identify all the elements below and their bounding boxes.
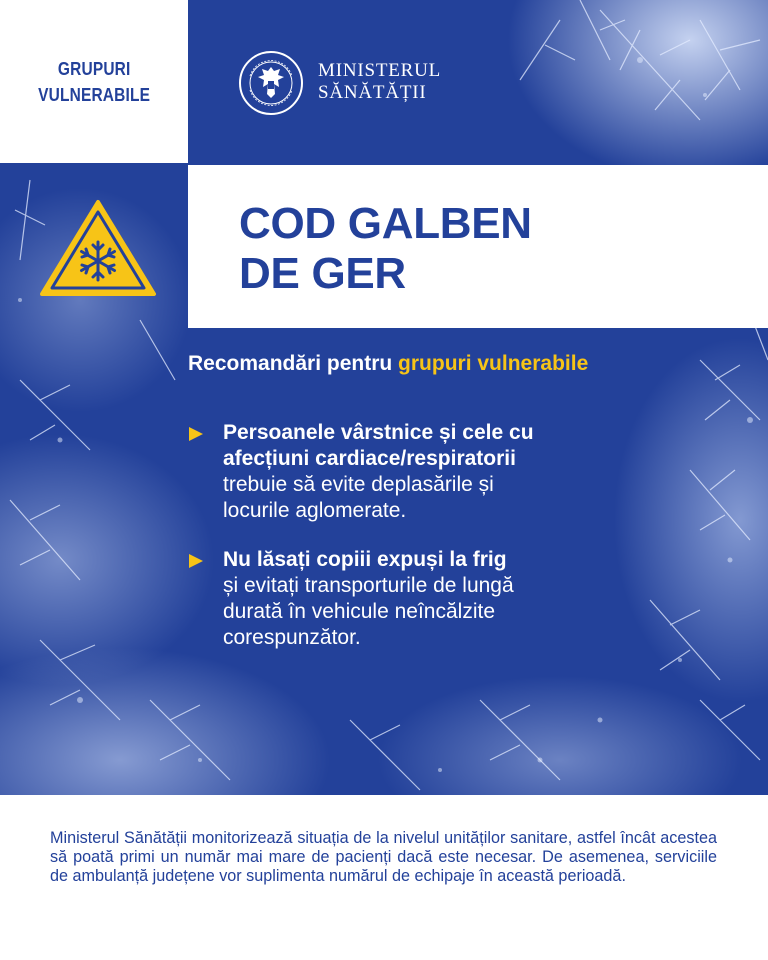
snowflake-warning-icon	[38, 198, 158, 298]
subheading-highlight: grupuri vulnerabile	[398, 352, 589, 375]
recommendation-line: și evitați transporturile de lungă	[223, 574, 514, 597]
recommendation-line: durată în vehicule neîncălzite	[223, 600, 496, 623]
recommendation-line: trebuie să evite deplasările și	[223, 473, 494, 496]
title-line-1: COD GALBEN	[239, 199, 532, 248]
category-tag	[0, 0, 188, 163]
title-box	[188, 165, 768, 328]
recommendation-line: corespunzător.	[223, 626, 361, 649]
bullet-arrow-icon	[188, 553, 204, 569]
tag-line-2: VULNERABILE	[38, 84, 150, 105]
subheading-prefix: Recomandări pentru	[188, 352, 399, 375]
footer-text: Ministerul Sănătății monitorizează situația de la nivelul unităților sanitare, astfel încât acestea să poată primi un număr mai mare de pacienți dacă este necesar. De asemenea, serviciile de ambulanță județene vor suplimenta numărul de echipaje în această perioadă.	[50, 829, 717, 885]
recommendation-text	[223, 547, 623, 651]
recommendation-bold-line: Nu lăsați copiii expuși la frig	[223, 548, 507, 571]
ministry-name-line-1: MINISTERUL	[318, 60, 442, 81]
subheading	[188, 352, 588, 376]
tag-line-1: GRUPURI	[57, 58, 131, 79]
bullet-arrow-icon	[188, 426, 204, 442]
recommendation-text	[223, 420, 623, 524]
recommendation-bold-line: afecțiuni cardiace/respiratorii	[223, 447, 516, 470]
footer-panel	[0, 795, 768, 960]
recommendation-bold-line: Persoanele vârstnice și cele cu	[223, 421, 534, 444]
recommendation-line: locurile aglomerate.	[223, 499, 407, 522]
ministry-name	[318, 60, 441, 104]
title-line-2: DE GER	[239, 249, 406, 298]
government-emblem-icon	[238, 50, 304, 116]
ministry-name-line-2: SĂNĂTĂȚII	[318, 82, 427, 103]
